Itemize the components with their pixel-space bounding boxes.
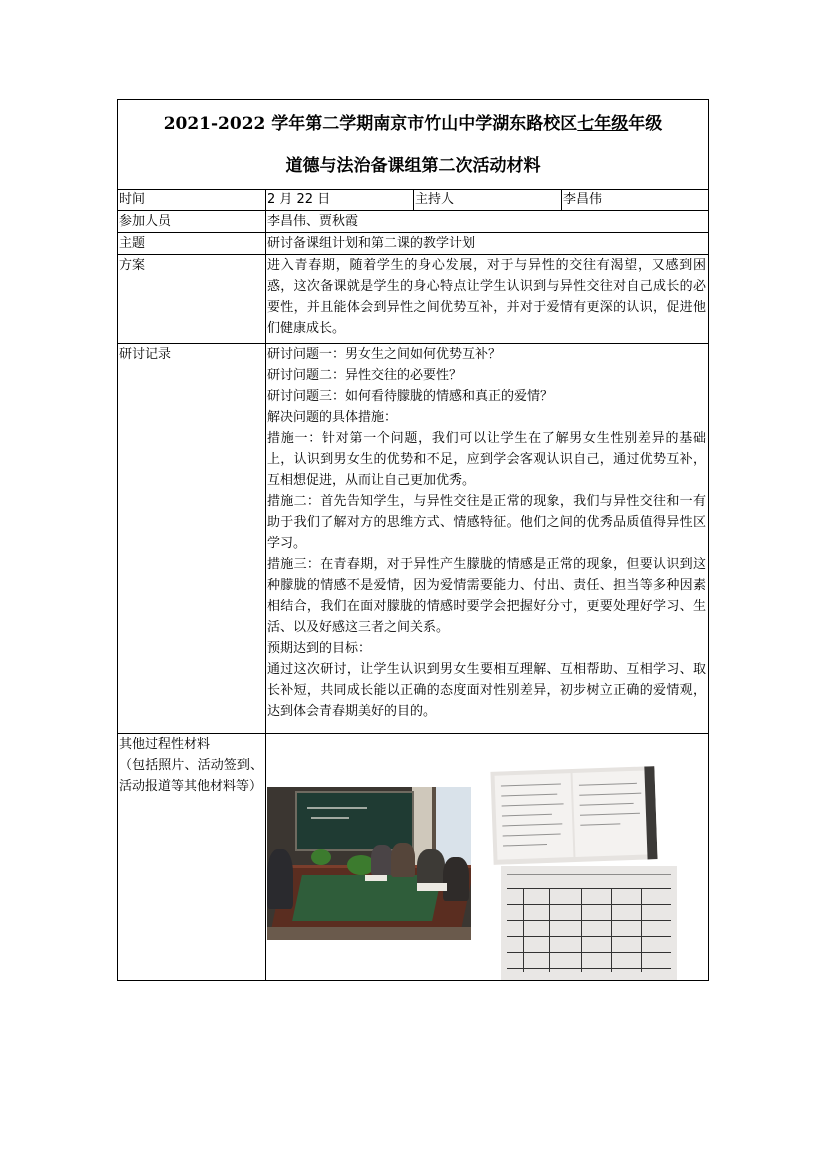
record-label: 研讨记录 [118, 344, 266, 733]
record-line: 研讨问题一：男女生之间如何优势互补？ [267, 347, 502, 362]
other-label-cell [118, 734, 266, 980]
title-line-2: 道德与法治备课组第二次活动材料 [285, 156, 541, 176]
participants-label: 参加人员 [118, 211, 266, 232]
other-note: （包括照片、活动签到、活动报道等其他材料等） [119, 758, 263, 794]
record-line: 措施一：针对第一个问题，我们可以让学生在了解男女生性别差异的基础上，认识到男女生的优势和不足，应到学会客观认识自己，通过优势互补，互相想促进，从而让自己更加优秀。 [267, 431, 706, 488]
record-line: 研讨问题二：异性交往的必要性？ [267, 368, 463, 383]
worksheet-photo [501, 866, 677, 980]
row-record [118, 344, 708, 734]
host-label: 主持人 [414, 189, 562, 210]
host-value: 李昌伟 [563, 192, 603, 207]
row-plan [118, 255, 708, 344]
topic-value: 研讨备课组计划和第二课的教学计划 [267, 236, 476, 251]
title-line-1: 2021-2022 学年第二学期南京市竹山中学湖东路校区七年级年级 [163, 114, 663, 134]
record-line: 预期达到的目标： [267, 641, 372, 656]
grade-underlined: 七年级 [577, 114, 629, 134]
notebook-left-page [495, 773, 574, 860]
row-time [118, 189, 708, 211]
other-label: 其他过程性材料 [119, 737, 211, 752]
meeting-photo [267, 787, 471, 940]
row-participants [118, 211, 708, 233]
activity-record-table [117, 99, 709, 981]
participants-value: 李昌伟、贾秋霞 [267, 214, 359, 229]
notebook-right-page [573, 770, 652, 857]
time-label: 时间 [118, 189, 266, 210]
row-topic [118, 233, 708, 255]
topic-label: 主题 [118, 233, 266, 254]
document-title [118, 100, 708, 190]
plan-label: 方案 [118, 255, 266, 343]
plan-value: 进入青春期，随着学生的身心发展，对于与异性的交往有渴望，又感到困惑，这次备课就是学生的身心特点让学生认识到与异性交往对自己成长的必要性，并且能体会到异性之间优势互补，并对于爱情有更深的认识，促进他们健康成长。 [267, 258, 706, 336]
time-value: 2 月 22 日 [266, 189, 414, 210]
record-line: 措施二：首先告知学生，与异性交往是正常的现象，我们与异性交往和一有助于我们了解对方的思维方式、情感特征。他们之间的优秀品质值得异性区学习。 [267, 494, 706, 551]
record-line: 措施三：在青春期，对于异性产生朦胧的情感是正常的现象，但要认识到这种朦胧的情感不是爱情，因为爱情需要能力、付出、责任、担当等多种因素相结合，我们在面对朦胧的情感时要学会把握好分寸，更要处理好学习、生活、以及好感这三者之间关系。 [267, 557, 706, 635]
record-line: 通过这次研讨，让学生认识到男女生要相互理解、互相帮助、互相学习、取长补短，共同成长能以正确的态度面对性别差异，初步树立正确的爱情观，达到体会青春期美好的目的。 [267, 662, 706, 719]
record-content [266, 344, 708, 733]
notebook-photo [490, 766, 657, 865]
record-line: 解决问题的具体措施： [267, 410, 398, 425]
record-line: 研讨问题三：如何看待朦胧的情感和真正的爱情？ [267, 389, 554, 404]
